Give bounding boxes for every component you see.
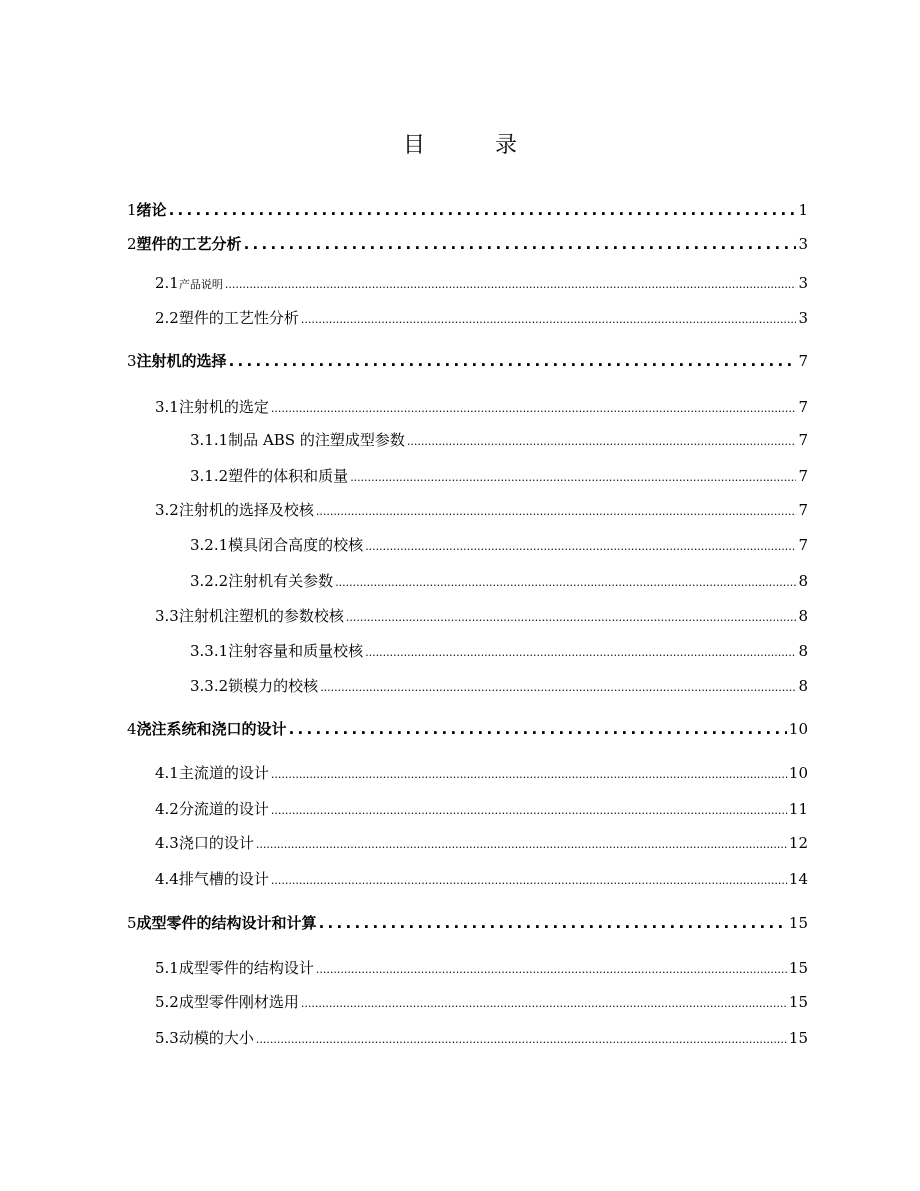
- toc-entry-3-3-1[interactable]: [190, 640, 808, 661]
- toc-entry-number: 2.2: [155, 309, 179, 327]
- toc-entry-title: 排气槽的设计: [178, 870, 269, 888]
- toc-entry-page-number: 10: [788, 720, 808, 738]
- toc-entry-page-number: 14: [788, 870, 808, 888]
- dot-leader: [225, 278, 797, 291]
- toc-entry-number: 3.1.2: [190, 467, 229, 485]
- toc-title-char-1: 目: [402, 133, 425, 158]
- dot-leader: [289, 720, 787, 738]
- toc-entry-4-2[interactable]: [155, 798, 808, 819]
- toc-entry-5[interactable]: [127, 912, 808, 933]
- toc-entry-number: 3.2: [155, 501, 179, 519]
- toc-entry-5-1[interactable]: [155, 957, 808, 978]
- toc-entry-title: 主流道的设计: [178, 764, 269, 782]
- toc-entry-title: 塑件的工艺分析: [136, 235, 242, 253]
- dot-leader: [256, 838, 787, 851]
- toc-entry-page-number: 15: [788, 914, 808, 932]
- toc-entry-1[interactable]: [127, 199, 808, 220]
- dot-leader: [271, 804, 787, 817]
- toc-entry-title: 注射机的选择: [136, 352, 227, 370]
- toc-entry-title: 动模的大小: [178, 1029, 254, 1047]
- toc-entry-title: 制品 ABS 的注塑成型参数: [228, 431, 405, 449]
- toc-entry-page-number: 10: [788, 764, 808, 782]
- toc-entry-3-3[interactable]: [155, 605, 808, 626]
- toc-entry-3-2-2[interactable]: [190, 570, 808, 591]
- toc-entry-title: 注射机的选定: [178, 398, 269, 416]
- toc-entry-number: 3.1.1: [190, 431, 229, 449]
- toc-entry-title: 注射机注塑机的参数校核: [178, 607, 344, 625]
- toc-entry-2[interactable]: [127, 233, 808, 254]
- toc-entry-number: 2.1: [155, 274, 179, 292]
- dot-leader: [335, 576, 796, 589]
- toc-entry-page-number: 7: [798, 501, 808, 519]
- toc-entry-page-number: 15: [788, 959, 808, 977]
- toc-entry-title: 塑件的工艺性分析: [178, 309, 299, 327]
- toc-entry-number: 1: [127, 201, 137, 219]
- toc-entry-number: 4.2: [155, 800, 179, 818]
- dot-leader: [301, 313, 797, 326]
- toc-entry-title: 成型零件的结构设计: [178, 959, 314, 977]
- toc-entry-3-1-1[interactable]: [190, 429, 808, 450]
- toc-entry-page-number: 1: [798, 201, 808, 219]
- toc-entry-number: 2: [127, 235, 137, 253]
- toc-title-char-2: 录: [495, 133, 518, 158]
- toc-entry-4-3[interactable]: [155, 832, 808, 853]
- dot-leader: [244, 235, 797, 253]
- toc-entry-page-number: 11: [788, 800, 808, 818]
- toc-entry-number: 4.4: [155, 870, 179, 888]
- toc-entry-3-1-2[interactable]: [190, 465, 808, 486]
- toc-entry-title: 浇注系统和浇口的设计: [136, 720, 287, 738]
- toc-entry-title: 成型零件刚材选用: [178, 993, 299, 1011]
- toc-entry-title: 绪论: [136, 201, 167, 219]
- toc-entry-title: 塑件的体积和质量: [228, 467, 349, 485]
- dot-leader: [316, 505, 797, 518]
- toc-entry-page-number: 3: [798, 274, 808, 292]
- dot-leader: [301, 997, 787, 1010]
- toc-entry-number: 4: [127, 720, 137, 738]
- toc-entry-title: 注射容量和质量校核: [228, 642, 364, 660]
- dot-leader: [316, 963, 787, 976]
- dot-leader: [271, 402, 797, 415]
- toc-entry-2-1[interactable]: [155, 274, 808, 292]
- toc-entry-page-number: 7: [798, 431, 808, 449]
- dot-leader: [346, 611, 797, 624]
- dot-leader: [271, 768, 787, 781]
- toc-entry-5-2[interactable]: [155, 991, 808, 1012]
- dot-leader: [229, 352, 797, 370]
- toc-entry-title: 成型零件的结构设计和计算: [136, 914, 317, 932]
- toc-entry-number: 4.1: [155, 764, 179, 782]
- dot-leader: [350, 471, 796, 484]
- toc-entry-page-number: 8: [798, 607, 808, 625]
- dot-leader: [256, 1033, 787, 1046]
- toc-entry-3-2-1[interactable]: [190, 534, 808, 555]
- toc-entry-number: 5.1: [155, 959, 179, 977]
- dot-leader: [320, 681, 796, 694]
- toc-entry-3-1[interactable]: [155, 396, 808, 417]
- toc-entry-number: 3: [127, 352, 137, 370]
- toc-entry-page-number: 3: [798, 309, 808, 327]
- toc-entry-3-3-2[interactable]: [190, 675, 808, 696]
- toc-entry-title: 注射机的选择及校核: [178, 501, 314, 519]
- toc-entry-page-number: 8: [798, 642, 808, 660]
- toc-entry-4-1[interactable]: [155, 762, 808, 783]
- toc-entry-title: 浇口的设计: [178, 834, 254, 852]
- toc-entry-title: 模具闭合高度的校核: [228, 536, 364, 554]
- toc-entry-5-3[interactable]: [155, 1027, 808, 1048]
- dot-leader: [365, 646, 796, 659]
- toc-entry-title: 产品说明: [178, 278, 223, 291]
- toc-entry-3[interactable]: [127, 350, 808, 371]
- toc-entry-number: 3.2.2: [190, 572, 229, 590]
- toc-entry-page-number: 15: [788, 1029, 808, 1047]
- dot-leader: [271, 874, 787, 887]
- toc-entry-number: 5.2: [155, 993, 179, 1011]
- toc-entry-title: 锁模力的校核: [228, 677, 319, 695]
- toc-entry-number: 3.3.1: [190, 642, 229, 660]
- toc-title: [0, 128, 920, 159]
- toc-entry-page-number: 7: [798, 467, 808, 485]
- dot-leader: [407, 435, 797, 448]
- dot-leader: [319, 914, 787, 932]
- dot-leader: [169, 201, 797, 219]
- toc-entry-page-number: 7: [798, 352, 808, 370]
- toc-entry-title: 注射机有关参数: [228, 572, 334, 590]
- toc-entry-page-number: 3: [798, 235, 808, 253]
- toc-entry-3-2[interactable]: [155, 499, 808, 520]
- toc-entry-4[interactable]: [127, 718, 808, 739]
- toc-entry-number: 5.3: [155, 1029, 179, 1047]
- toc-entry-number: 3.1: [155, 398, 179, 416]
- toc-entry-page-number: 7: [798, 536, 808, 554]
- toc-entry-number: 4.3: [155, 834, 179, 852]
- toc-entry-number: 5: [127, 914, 137, 932]
- toc-entry-page-number: 15: [788, 993, 808, 1011]
- dot-leader: [365, 540, 796, 553]
- toc-entry-page-number: 8: [798, 572, 808, 590]
- toc-entry-4-4[interactable]: [155, 868, 808, 889]
- toc-entry-number: 3.3.2: [190, 677, 229, 695]
- toc-entry-title: 分流道的设计: [178, 800, 269, 818]
- toc-entry-2-2[interactable]: [155, 307, 808, 328]
- toc-entry-page-number: 7: [798, 398, 808, 416]
- toc-entry-number: 3.2.1: [190, 536, 229, 554]
- toc-entry-page-number: 8: [798, 677, 808, 695]
- toc-entry-number: 3.3: [155, 607, 179, 625]
- toc-entry-page-number: 12: [788, 834, 808, 852]
